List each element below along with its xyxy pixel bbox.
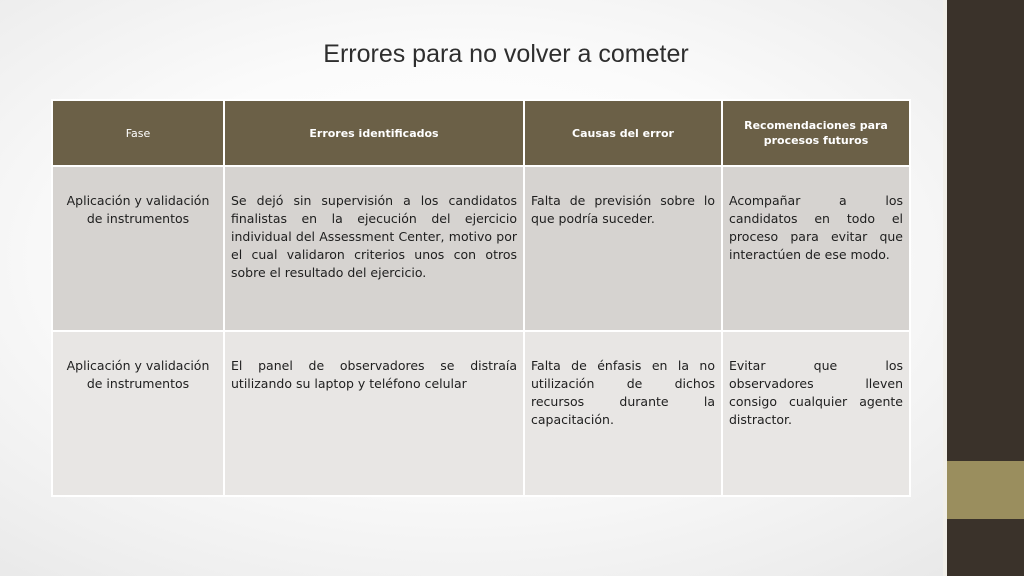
header-causas: Causas del error xyxy=(524,100,722,166)
cell-causas: Falta de énfasis en la no utilización de dichos recursos durante la capacitación. xyxy=(524,331,722,496)
table-row xyxy=(52,331,910,496)
cell-recomendaciones: Evitar que los observadores lleven consigo cualquier agente distractor. xyxy=(722,331,910,496)
table-row xyxy=(52,166,910,331)
cell-errores: Se dejó sin supervisión a los candidatos finalistas en la ejecución del ejercicio individual del Assessment Center, motivo por el cual validaron criterios unos con otros sobre el resultado del ejercicio. xyxy=(224,166,524,331)
cell-errores: El panel de observadores se distraía utilizando su laptop y teléfono celular xyxy=(224,331,524,496)
header-fase: Fase xyxy=(52,100,224,166)
cell-fase: Aplicación y validación de instrumentos xyxy=(52,166,224,331)
header-errores: Errores identificados xyxy=(224,100,524,166)
header-recomendaciones: Recomendaciones para procesos futuros xyxy=(722,100,910,166)
table-header-row xyxy=(52,100,910,166)
cell-recomendaciones: Acompañar a los candidatos en todo el proceso para evitar que interactúen de ese modo. xyxy=(722,166,910,331)
slide-title: Errores para no volver a cometer xyxy=(323,40,689,68)
cell-fase: Aplicación y validación de instrumentos xyxy=(52,331,224,496)
side-accent-block xyxy=(947,461,1024,519)
cell-causas: Falta de previsión sobre lo que podría suceder. xyxy=(524,166,722,331)
errors-table xyxy=(51,99,911,497)
